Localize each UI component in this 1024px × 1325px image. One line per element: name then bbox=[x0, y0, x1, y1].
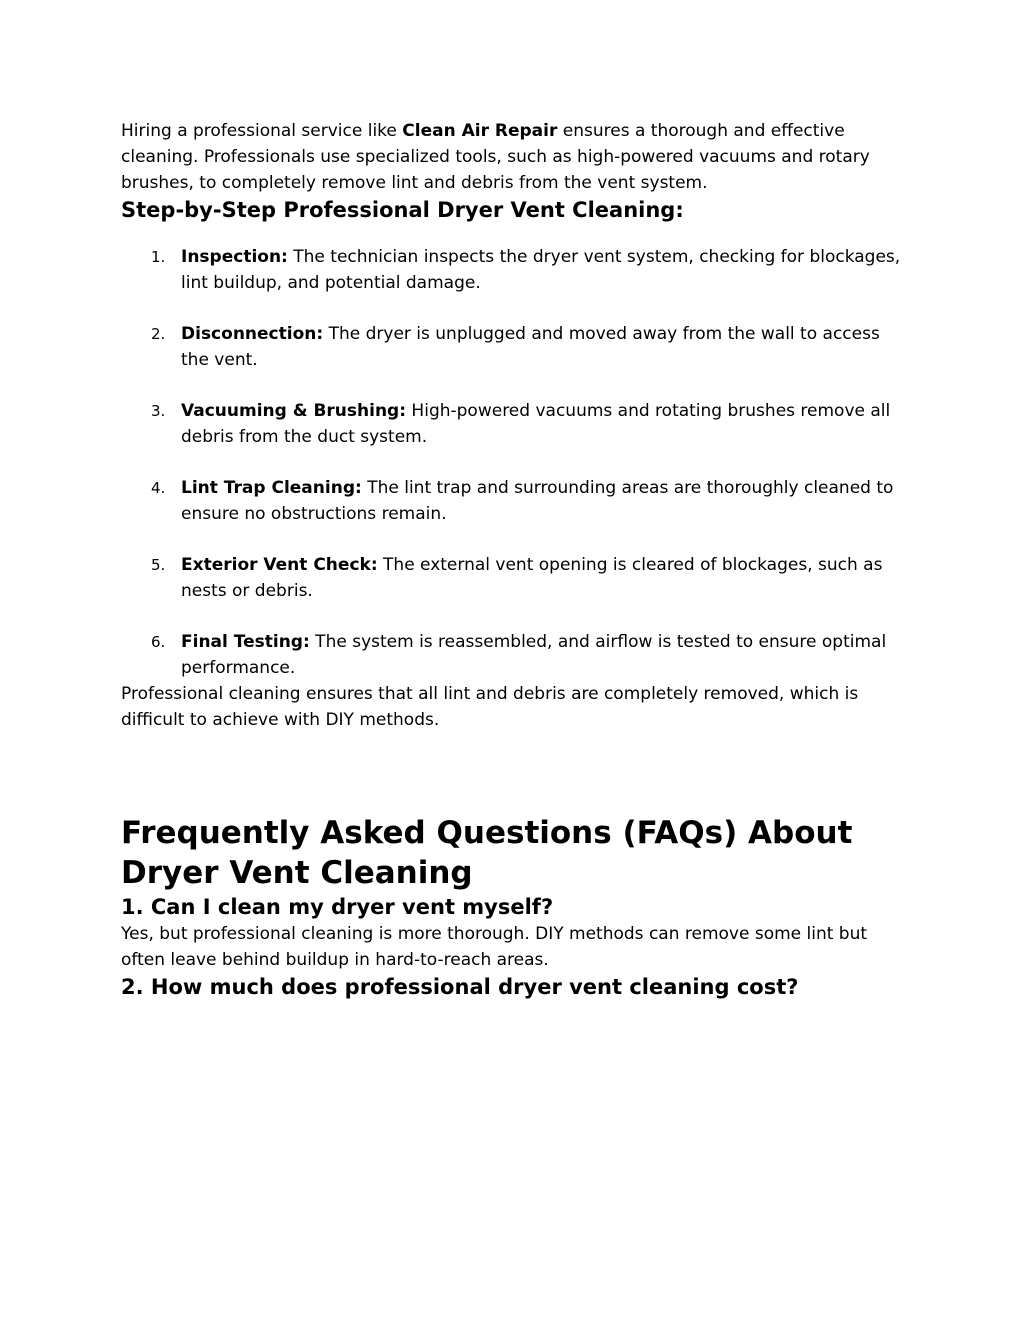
brand-name: Clean Air Repair bbox=[402, 121, 558, 141]
step-title: Inspection: bbox=[181, 247, 288, 267]
step-text: The external vent opening is cleared of blockages, such as nests or debris. bbox=[181, 555, 883, 601]
step-number: 2. bbox=[151, 325, 166, 343]
step-item bbox=[121, 321, 911, 373]
step-number: 5. bbox=[151, 556, 166, 574]
steps-list bbox=[121, 244, 911, 681]
step-item bbox=[121, 398, 911, 450]
step-text: The technician inspects the dryer vent system, checking for blockages, lint buildup, and potential damage. bbox=[181, 247, 901, 293]
step-title: Vacuuming & Brushing: bbox=[181, 401, 407, 421]
faq-question: 1. Can I clean my dryer vent myself? bbox=[121, 895, 554, 919]
step-number: 4. bbox=[151, 479, 166, 497]
step-item bbox=[121, 552, 911, 604]
step-number: 3. bbox=[151, 402, 166, 420]
step-text: The dryer is unplugged and moved away from the wall to access the vent. bbox=[181, 324, 880, 370]
step-number: 1. bbox=[151, 248, 166, 266]
faq-answer: Yes, but professional cleaning is more thorough. DIY methods can remove some lint but often leave behind buildup in hard-to-reach areas. bbox=[121, 924, 868, 970]
intro-text-after: ensures a thorough and effective cleaning. Professionals use specialized tools, such as high-powered vacuums and rotary brushes, to completely remove lint and debris from the vent system. bbox=[121, 121, 870, 193]
steps-heading: Step-by-Step Professional Dryer Vent Cleaning: bbox=[121, 198, 684, 222]
faq-question: 2. How much does professional dryer vent cleaning cost? bbox=[121, 975, 799, 999]
step-title: Lint Trap Cleaning: bbox=[181, 478, 362, 498]
intro-paragraph bbox=[121, 118, 911, 196]
faq-section-title: Frequently Asked Questions (FAQs) About Dryer Vent Cleaning bbox=[121, 815, 853, 891]
outro-paragraph: Professional cleaning ensures that all lint and debris are completely removed, which is difficult to achieve with DIY methods. bbox=[121, 684, 859, 730]
step-title: Final Testing: bbox=[181, 632, 310, 652]
step-text: High-powered vacuums and rotating brushes remove all debris from the duct system. bbox=[181, 401, 891, 447]
step-text: The system is reassembled, and airflow is tested to ensure optimal performance. bbox=[181, 632, 887, 678]
step-text: The lint trap and surrounding areas are thoroughly cleaned to ensure no obstructions remain. bbox=[181, 478, 894, 524]
step-item bbox=[121, 475, 911, 527]
step-item bbox=[121, 244, 911, 296]
step-number: 6. bbox=[151, 633, 166, 651]
intro-text-before: Hiring a professional service like bbox=[121, 121, 403, 141]
document-page bbox=[121, 118, 911, 1001]
step-title: Exterior Vent Check: bbox=[181, 555, 378, 575]
step-title: Disconnection: bbox=[181, 324, 324, 344]
step-item bbox=[121, 629, 911, 681]
